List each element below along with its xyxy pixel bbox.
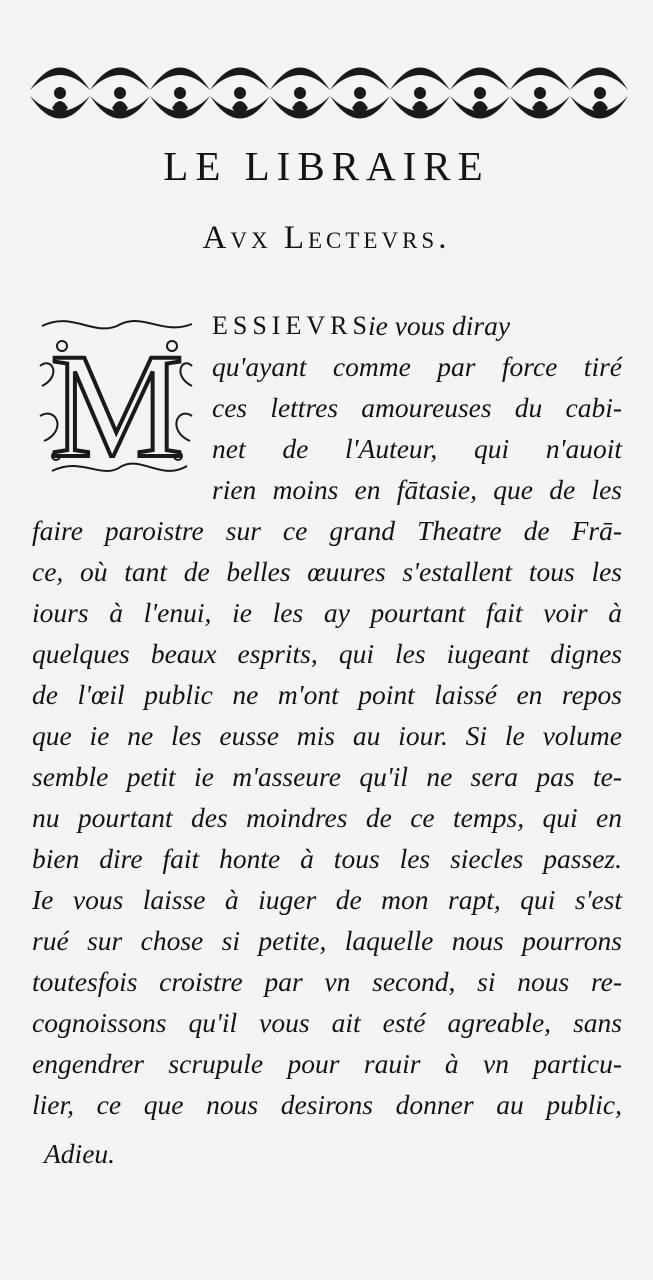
page-title: LE LIBRAIRE [163, 143, 490, 189]
text-line: ce, où tant de belles œuures s'estallent tous les [32, 556, 622, 587]
text-line: rien moins en fātasie, que de les [212, 474, 622, 505]
text-line-closing: Adieu. [44, 1138, 116, 1169]
page-subtitle: Avx Lectevrs. [202, 220, 451, 256]
text-line: semble petit ie m'asseure qu'il ne sera pas te- [32, 761, 622, 792]
text-line: nu pourtant des moindres de ce temps, qui en [32, 802, 622, 833]
text-line: bien dire fait honte à tous les siecles passez. [32, 843, 622, 874]
text-line: de l'œil public ne m'ont point laissé en repos [32, 679, 622, 710]
drop-cap-letter: M [50, 323, 184, 482]
text-line: cognoissons qu'il vous ait esté agreable, sans [32, 1007, 622, 1038]
text-line: ces lettres amoureuses du cabi- [212, 392, 622, 423]
text-line: quelques beaux esprits, qui les iugeant dignes [32, 638, 622, 669]
text-line: net de l'Auteur, qui n'auoit [212, 433, 622, 464]
text-line: engendrer scrupule pour rauir à vn particu- [32, 1048, 622, 1079]
text-line: lier, ce que nous desirons donner au public, [32, 1089, 622, 1120]
decorated-initial-m [32, 306, 202, 482]
ornamental-header-band [30, 60, 628, 126]
text-line: faire paroistre sur ce grand Theatre de Frā- [32, 515, 622, 546]
text-line: Ie vous laisse à iuger de mon rapt, qui s'est [32, 884, 622, 915]
text-line: iours à l'enui, ie les ay pourtant fait voir à [32, 597, 622, 628]
text-line: rué sur chose si petite, laquelle nous pourrons [32, 925, 622, 956]
opening-word: ESSIEVRS [212, 311, 372, 340]
text-line: toutesfois croistre par vn second, si nous re- [32, 966, 622, 997]
text-line: que ie ne les eusse mis au iour. Si le volume [32, 720, 622, 751]
text-line: ie vous diray [368, 310, 511, 341]
text-line: qu'ayant comme par force tiré [212, 351, 622, 382]
